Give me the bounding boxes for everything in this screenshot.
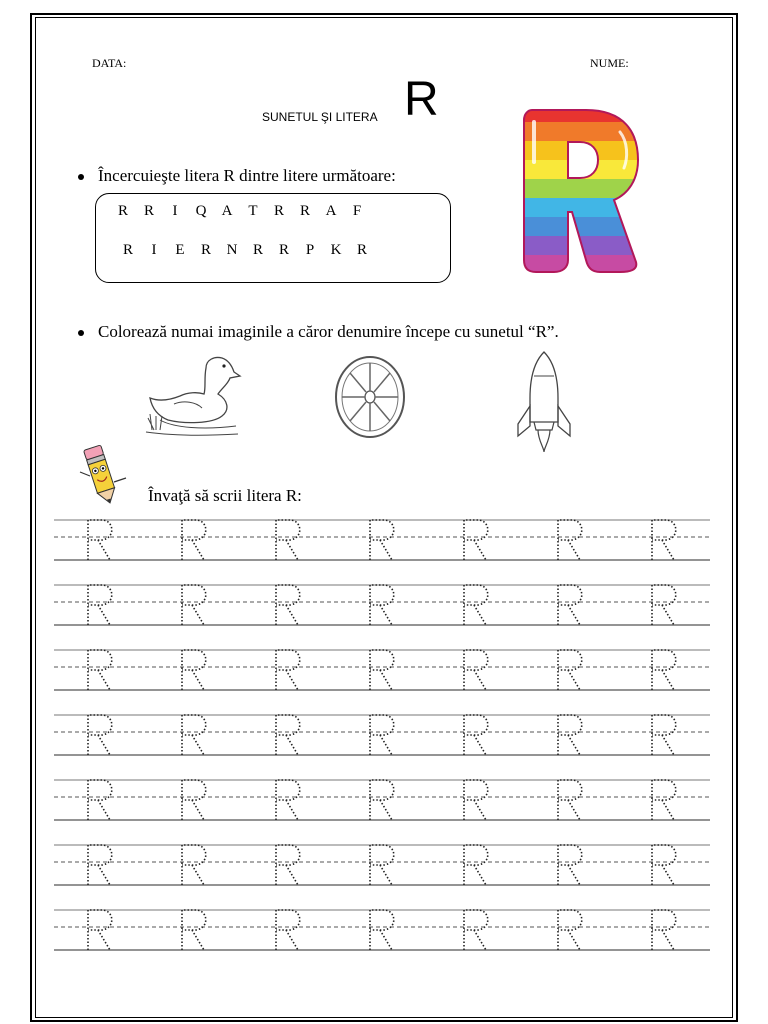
trace-letter-r[interactable] <box>88 585 112 625</box>
trace-letter-r[interactable] <box>464 585 488 625</box>
trace-letter-r[interactable] <box>276 585 300 625</box>
trace-letter-r[interactable] <box>88 780 112 820</box>
trace-letter-r[interactable] <box>652 585 676 625</box>
letter[interactable]: A <box>221 203 233 219</box>
trace-letter-r[interactable] <box>88 650 112 690</box>
trace-letter-r[interactable] <box>558 520 582 560</box>
letter[interactable]: T <box>248 203 258 219</box>
trace-letter-r[interactable] <box>182 780 206 820</box>
trace-row[interactable] <box>54 910 710 950</box>
name-label: NUME: <box>590 56 629 70</box>
trace-row[interactable] <box>54 780 710 820</box>
trace-letter-r[interactable] <box>276 845 300 885</box>
trace-letter-r[interactable] <box>464 715 488 755</box>
trace-letter-r[interactable] <box>276 650 300 690</box>
trace-letter-r[interactable] <box>276 520 300 560</box>
trace-row[interactable] <box>54 585 710 625</box>
trace-letter-r[interactable] <box>464 520 488 560</box>
letter[interactable]: E <box>175 242 185 258</box>
exercise3-instruction: Învaţă să scrii litera R: <box>148 486 302 505</box>
pencil-mascot-icon <box>74 442 130 508</box>
letter-row-1 <box>110 203 370 220</box>
trace-letter-r[interactable] <box>370 715 394 755</box>
trace-row[interactable] <box>54 845 710 885</box>
letter[interactable]: R <box>252 242 263 258</box>
letter[interactable]: Q <box>195 203 207 219</box>
trace-letter-r[interactable] <box>182 910 206 950</box>
title-letter: R <box>404 73 439 126</box>
letter[interactable]: R <box>273 203 284 219</box>
trace-letter-r[interactable] <box>652 845 676 885</box>
trace-letter-r[interactable] <box>652 520 676 560</box>
trace-letter-r[interactable] <box>558 780 582 820</box>
trace-letter-r[interactable] <box>464 910 488 950</box>
trace-letter-r[interactable] <box>182 585 206 625</box>
trace-letter-r[interactable] <box>558 585 582 625</box>
rocket-drawing[interactable] <box>514 350 574 454</box>
wheel-drawing[interactable] <box>330 354 410 440</box>
trace-letter-r[interactable] <box>370 845 394 885</box>
trace-letter-r[interactable] <box>652 910 676 950</box>
letter[interactable]: R <box>299 203 310 219</box>
trace-letter-r[interactable] <box>370 650 394 690</box>
letter[interactable]: F <box>352 203 362 219</box>
letter[interactable]: R <box>356 242 367 258</box>
trace-letter-r[interactable] <box>652 780 676 820</box>
exercise2-instruction: Colorează numai imaginile a căror denumire începe cu sunetul “R”. <box>98 322 559 341</box>
letter[interactable]: P <box>305 242 315 258</box>
letter[interactable]: R <box>200 242 211 258</box>
trace-letter-r[interactable] <box>182 845 206 885</box>
trace-letter-r[interactable] <box>276 715 300 755</box>
trace-letter-r[interactable] <box>652 650 676 690</box>
trace-letter-r[interactable] <box>88 910 112 950</box>
letter[interactable]: K <box>330 242 342 258</box>
letter[interactable]: A <box>325 203 337 219</box>
letter[interactable]: R <box>117 203 128 219</box>
trace-letter-r[interactable] <box>370 910 394 950</box>
trace-letter-r[interactable] <box>182 520 206 560</box>
trace-letter-r[interactable] <box>88 845 112 885</box>
trace-letter-r[interactable] <box>464 780 488 820</box>
trace-letter-r[interactable] <box>88 520 112 560</box>
trace-letter-r[interactable] <box>182 715 206 755</box>
trace-letter-r[interactable] <box>652 715 676 755</box>
letter[interactable]: R <box>122 242 133 258</box>
title-text: SUNETUL ŞI LITERA <box>262 110 378 124</box>
letter[interactable]: I <box>172 203 178 219</box>
letter[interactable]: I <box>151 242 157 258</box>
bullet-1 <box>78 174 84 180</box>
rainbow-r-illustration <box>520 102 644 274</box>
trace-letter-r[interactable] <box>88 715 112 755</box>
trace-letter-r[interactable] <box>370 780 394 820</box>
duck-drawing[interactable] <box>144 354 244 440</box>
trace-letter-r[interactable] <box>558 715 582 755</box>
trace-letter-r[interactable] <box>276 910 300 950</box>
trace-letter-r[interactable] <box>558 650 582 690</box>
trace-row[interactable] <box>54 715 710 755</box>
trace-letter-r[interactable] <box>370 585 394 625</box>
date-label: DATA: <box>92 56 127 70</box>
trace-letter-r[interactable] <box>464 650 488 690</box>
trace-letter-r[interactable] <box>464 845 488 885</box>
trace-row[interactable] <box>54 520 710 560</box>
trace-row[interactable] <box>54 650 710 690</box>
letter[interactable]: R <box>278 242 289 258</box>
tracing-area[interactable] <box>48 512 728 962</box>
trace-letter-r[interactable] <box>182 650 206 690</box>
trace-letter-r[interactable] <box>558 910 582 950</box>
bullet-2 <box>78 330 84 336</box>
trace-letter-r[interactable] <box>370 520 394 560</box>
trace-letter-r[interactable] <box>558 845 582 885</box>
letter[interactable]: N <box>226 242 238 258</box>
letter-row-2 <box>115 242 375 259</box>
exercise1-instruction: Încercuieşte litera R dintre litere următoare: <box>98 166 396 185</box>
trace-letter-r[interactable] <box>276 780 300 820</box>
letter[interactable]: R <box>143 203 154 219</box>
